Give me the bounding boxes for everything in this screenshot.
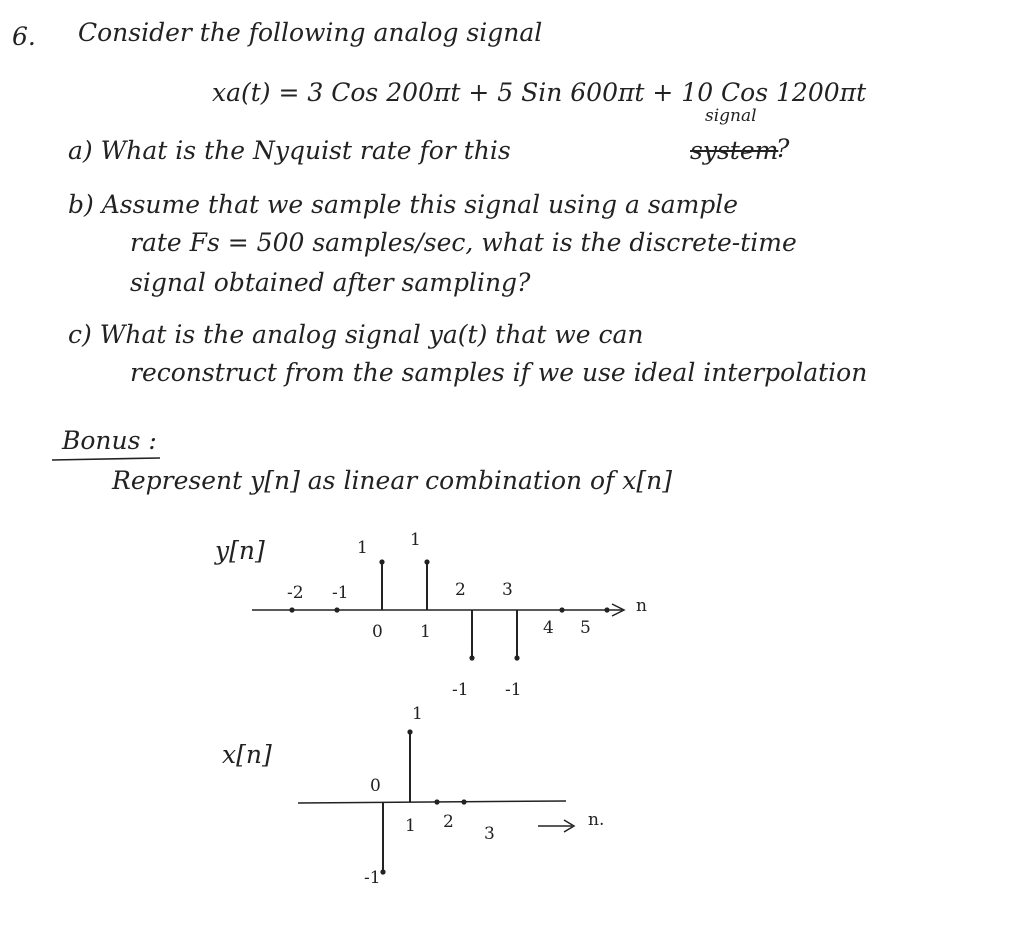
y-amp-label-0: 1 xyxy=(357,538,368,558)
problem-number: 6. xyxy=(12,22,36,51)
y-tick-n-1: 1 xyxy=(420,622,431,642)
y-tick-n-0: 0 xyxy=(372,622,383,642)
x-tick-n-0: 0 xyxy=(370,776,381,796)
x-tick-n-2: 2 xyxy=(443,812,454,832)
part-a-inserted-word: signal xyxy=(705,106,757,126)
y-tick-n-4: 4 xyxy=(543,618,554,638)
y-tick-n-m2: -2 xyxy=(287,583,304,603)
x-sample-dot-n2 xyxy=(434,799,439,804)
part-b-line-3: signal obtained after sampling? xyxy=(130,268,531,297)
x-sample-dot-n3 xyxy=(461,799,466,804)
x-axis-line xyxy=(298,801,566,803)
y-plot-label: y[n] xyxy=(215,536,265,565)
bonus-heading: Bonus : xyxy=(62,426,157,455)
part-a-question-mark: ? xyxy=(776,134,790,163)
x-sample-dot-n1 xyxy=(407,729,412,734)
x-tick-n-1: 1 xyxy=(405,816,416,836)
x-sample-dot-n0 xyxy=(380,869,385,874)
y-tick-n-m1: -1 xyxy=(332,583,349,603)
y-tick-n-5: 5 xyxy=(580,618,591,638)
part-a-struck-word: system xyxy=(690,136,779,165)
y-amp-label-3: -1 xyxy=(505,680,522,700)
part-b-line-1: b) Assume that we sample this signal using a sample xyxy=(68,190,739,219)
part-c-line-1: c) What is the analog signal ya(t) that we can xyxy=(68,320,644,349)
part-b-line-2: rate Fs = 500 samples/sec, what is the discrete-time xyxy=(130,228,797,257)
signal-equation: xa(t) = 3 Cos 200πt + 5 Sin 600πt + 10 Cos 1200πt xyxy=(212,78,867,107)
bonus-text: Represent y[n] as linear combination of x[n] xyxy=(112,466,672,495)
part-a-text: a) What is the Nyquist rate for this xyxy=(68,136,511,165)
y-amp-label-2: -1 xyxy=(452,680,469,700)
x-tick-n-3: 3 xyxy=(484,824,495,844)
x-amp-label-1: 1 xyxy=(412,704,423,724)
y-amp-label-1: 1 xyxy=(410,530,421,550)
x-amp-label-0: -1 xyxy=(364,868,381,888)
part-c-line-2: reconstruct from the samples if we use ideal interpolation xyxy=(130,358,868,387)
problem-intro: Consider the following analog signal xyxy=(78,18,543,47)
y-axis-var: n xyxy=(636,596,647,616)
x-axis-var: n. xyxy=(588,810,605,830)
y-tick-n-3: 3 xyxy=(502,580,513,600)
y-tick-n-2: 2 xyxy=(455,580,466,600)
x-plot-label: x[n] xyxy=(222,740,272,769)
